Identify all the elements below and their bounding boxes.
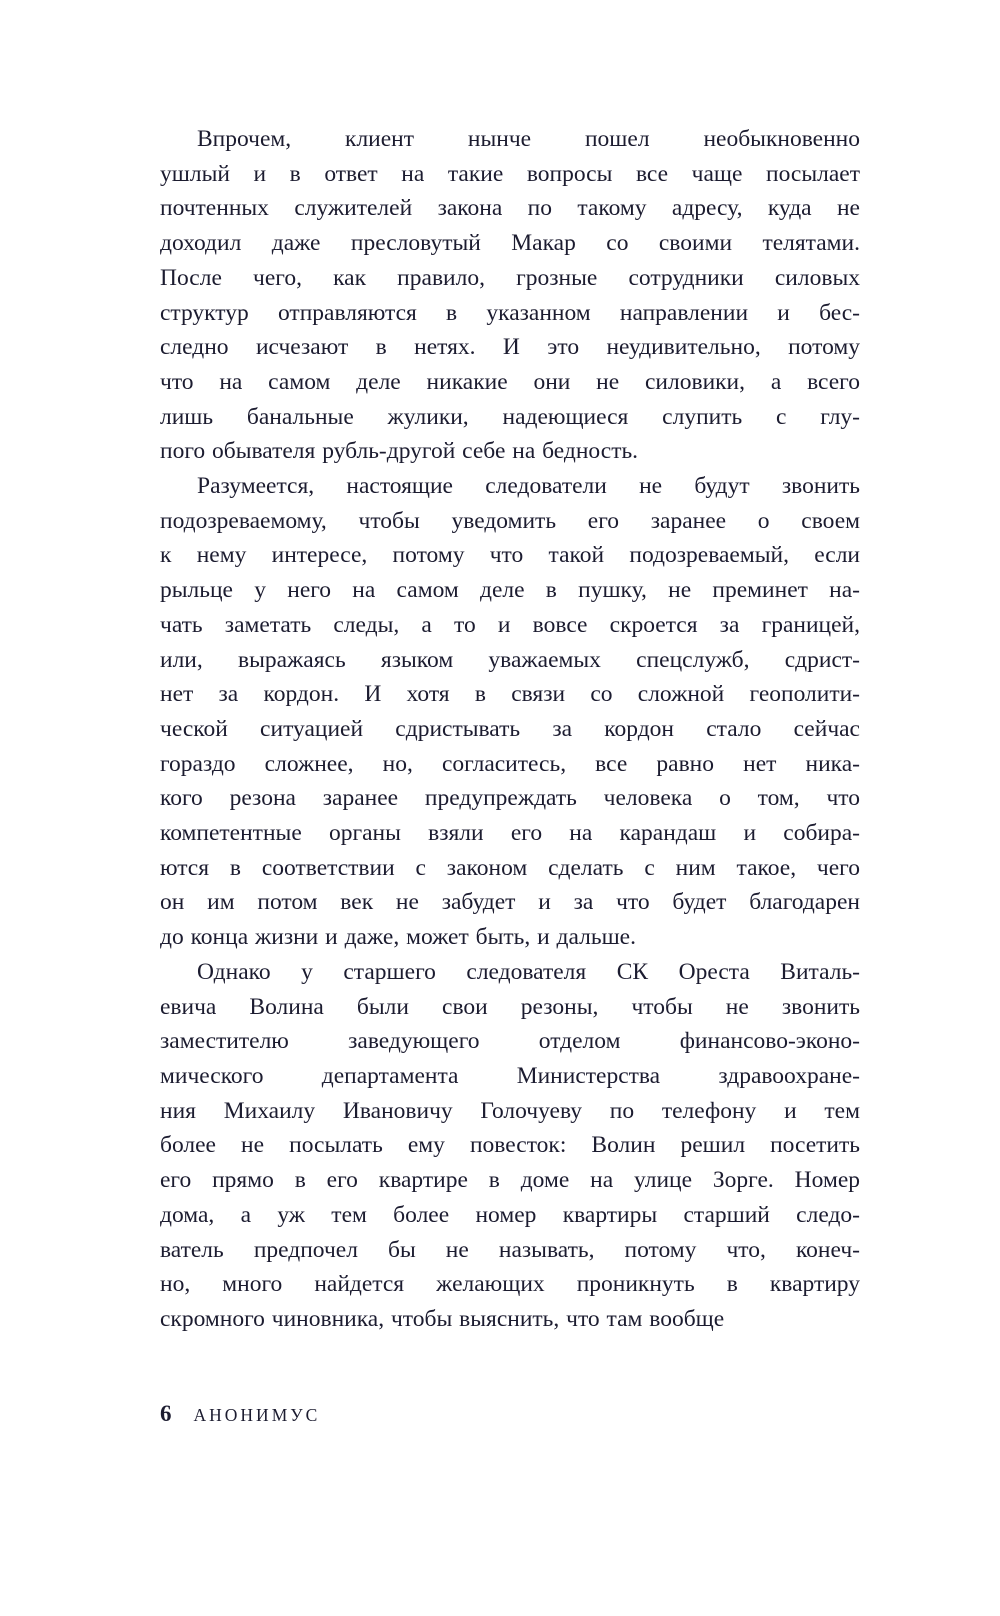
- text-line: скромного чиновника, чтобы выяснить, что там вообще: [160, 1305, 725, 1332]
- text-line: чать заметать следы, а то и вовсе скроется за границей,: [160, 611, 860, 638]
- text-line: его прямо в его квартире в доме на улице Зорге. Номер: [160, 1167, 860, 1194]
- text-line: ются в соответствии с законом сделать с ним такое, чего: [160, 854, 860, 881]
- text-line: почтенных служителей закона по такому адресу, куда не: [160, 195, 860, 222]
- text-line: евича Волина были свои резоны, чтобы не звонить: [160, 993, 860, 1020]
- text-line: ушлый и в ответ на такие вопросы все чаще посылает: [160, 160, 860, 187]
- text-line: ватель предпочел бы не называть, потому что, конеч-: [160, 1236, 860, 1263]
- text-line: компетентные органы взяли его на карандаш и собира-: [160, 820, 860, 847]
- text-line: нет за кордон. И хотя в связи со сложной геополити-: [160, 681, 860, 708]
- text-line: ческой ситуацией сдристывать за кордон стало сейчас: [160, 715, 860, 742]
- text-line: пого обывателя рубль-другой себе на бедность.: [160, 438, 639, 465]
- page-footer: [160, 1401, 320, 1427]
- paragraph: [160, 122, 860, 469]
- text-line: структур отправляются в указанном направлении и бес-: [160, 299, 860, 326]
- text-line: или, выражаясь языком уважаемых спецслужб, сдрист-: [160, 646, 860, 673]
- text-line: мического департамента Министерства здравоохране-: [160, 1062, 860, 1089]
- text-line: доходил даже пресловутый Макар со своими телятами.: [160, 230, 860, 257]
- text-line: кого резона заранее предупреждать человека о том, что: [160, 785, 860, 812]
- text-line: Однако у старшего следователя СК Ореста Виталь-: [197, 958, 860, 985]
- text-line: заместителю заведующего отделом финансово-эконо-: [160, 1028, 860, 1055]
- text-line: Впрочем, клиент нынче пошел необыкновенно: [197, 126, 860, 152]
- paragraph: [160, 955, 860, 1337]
- paragraph: [160, 469, 860, 955]
- text-line: следно исчезают в нетях. И это неудивительно, потому: [160, 334, 860, 361]
- text-line: Разумеется, настоящие следователи не будут звонить: [197, 473, 860, 500]
- text-line: рыльце у него на самом деле в пушку, не преминет на-: [160, 577, 860, 604]
- text-line: более не посылать ему повесток: Волин решил посетить: [160, 1132, 860, 1159]
- text-block: [160, 122, 860, 1337]
- text-line: ния Михаилу Ивановичу Голочуеву по телефону и тем: [160, 1097, 860, 1124]
- page-number: 6: [160, 1401, 172, 1426]
- text-line: подозреваемому, чтобы уведомить его заранее о своем: [160, 507, 860, 534]
- text-line: После чего, как правило, грозные сотрудники силовых: [160, 264, 860, 291]
- text-line: лишь банальные жулики, надеющиеся слупить с глу-: [160, 403, 860, 430]
- text-line: до конца жизни и даже, может быть, и дальше.: [160, 924, 636, 951]
- running-title: АНОНИМУС: [193, 1405, 321, 1425]
- text-line: он им потом век не забудет и за что будет благодарен: [160, 889, 860, 916]
- text-line: что на самом деле никакие они не силовики, а всего: [160, 368, 860, 395]
- text-line: дома, а уж тем более номер квартиры старший следо-: [160, 1201, 860, 1228]
- text-line: гораздо сложнее, но, согласитесь, все равно нет ника-: [160, 750, 860, 777]
- text-line: но, много найдется желающих проникнуть в квартиру: [160, 1271, 860, 1298]
- text-line: к нему интересе, потому что такой подозреваемый, если: [160, 542, 860, 569]
